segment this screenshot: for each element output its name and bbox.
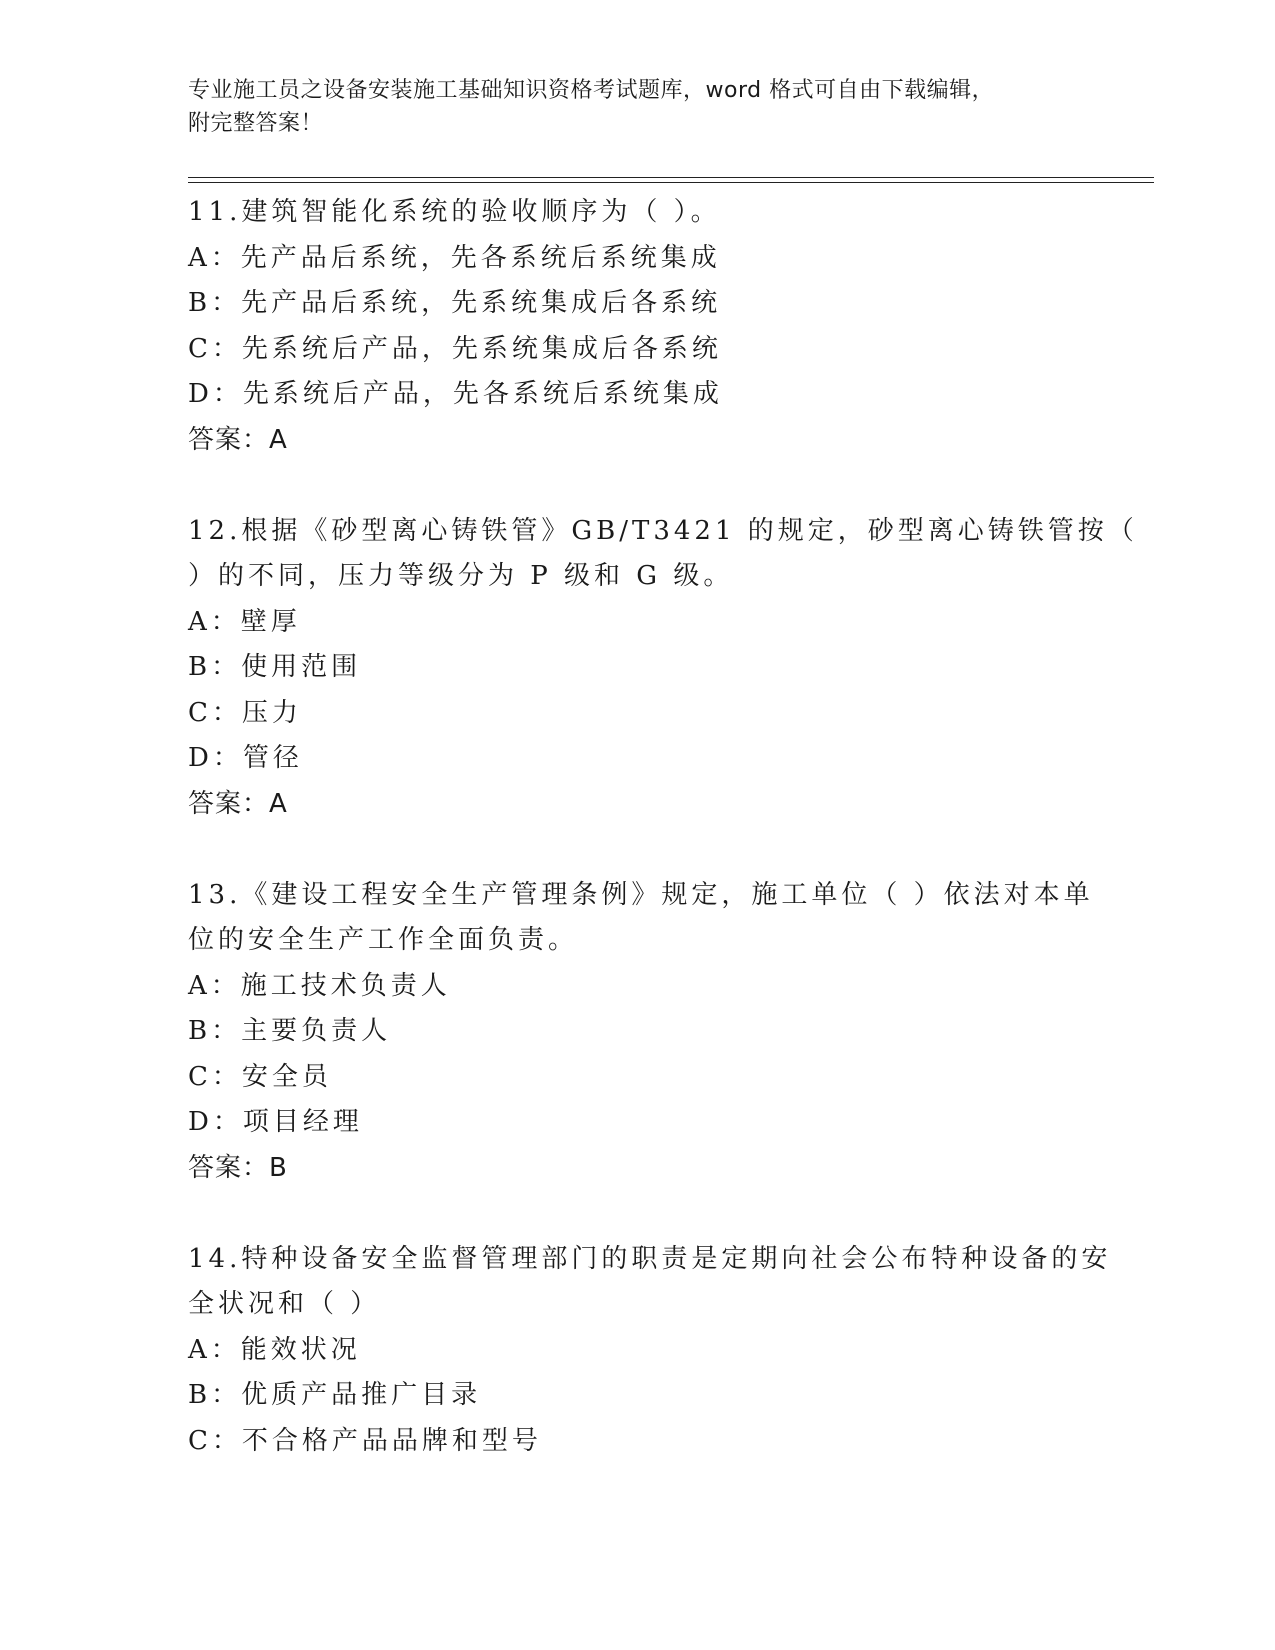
question-14 [188, 1237, 1112, 1465]
option-c: C：先系统后产品，先系统集成后各系统 [188, 333, 722, 364]
question-12 [188, 509, 1138, 828]
option-d: D：先系统后产品，先各系统后系统集成 [188, 379, 723, 409]
option-b: B：先产品后系统，先系统集成后各系统 [188, 288, 722, 318]
option-c: C：压力 [188, 697, 302, 728]
header-line-1: 专业施工员之设备安装施工基础知识资格考试题库，word 格式可自由下载编辑， [188, 78, 995, 103]
answer: 答案：B [188, 1152, 288, 1183]
option-b: B：使用范围 [188, 652, 362, 682]
question-stem-continued: ）的不同，压力等级分为 P 级和 G 级。 [188, 561, 734, 591]
question-stem-continued: 位的安全生产工作全面负责。 [188, 925, 579, 955]
question-stem-continued: 全状况和（ ） [188, 1289, 381, 1319]
option-b: B：主要负责人 [188, 1016, 392, 1046]
answer: 答案：A [188, 788, 288, 819]
spacer [188, 827, 1088, 873]
option-a: A：能效状况 [188, 1334, 361, 1365]
option-c: C：不合格产品品牌和型号 [188, 1425, 542, 1456]
header-divider-bottom [188, 182, 1154, 183]
question-stem: 11.建筑智能化系统的验收顺序为（ ）。 [188, 197, 721, 227]
spacer [188, 463, 1088, 509]
option-d: D：项目经理 [188, 1107, 363, 1137]
spacer [188, 1191, 1088, 1237]
header-line-2: 附完整答案！ [188, 111, 324, 136]
question-stem: 13.《建设工程安全生产管理条例》规定，施工单位（ ）依法对本单 [188, 879, 1094, 910]
option-a: A：先产品后系统，先各系统后系统集成 [188, 242, 721, 273]
option-a: A：施工技术负责人 [188, 970, 451, 1001]
question-11 [188, 190, 1088, 463]
question-stem: 12.根据《砂型离心铸铁管》GB/T3421 的规定，砂型离心铸铁管按（ [188, 515, 1138, 546]
question-list [188, 190, 1138, 1464]
question-stem: 14.特种设备安全监督管理部门的职责是定期向社会公布特种设备的安 [188, 1243, 1112, 1274]
option-a: A：壁厚 [188, 606, 301, 637]
document-header [188, 74, 1088, 140]
option-c: C：安全员 [188, 1061, 332, 1092]
option-d: D：管径 [188, 743, 303, 773]
option-b: B：优质产品推广目录 [188, 1380, 482, 1410]
header-divider-top [188, 177, 1154, 178]
answer: 答案：A [188, 424, 288, 455]
question-13 [188, 873, 1094, 1192]
